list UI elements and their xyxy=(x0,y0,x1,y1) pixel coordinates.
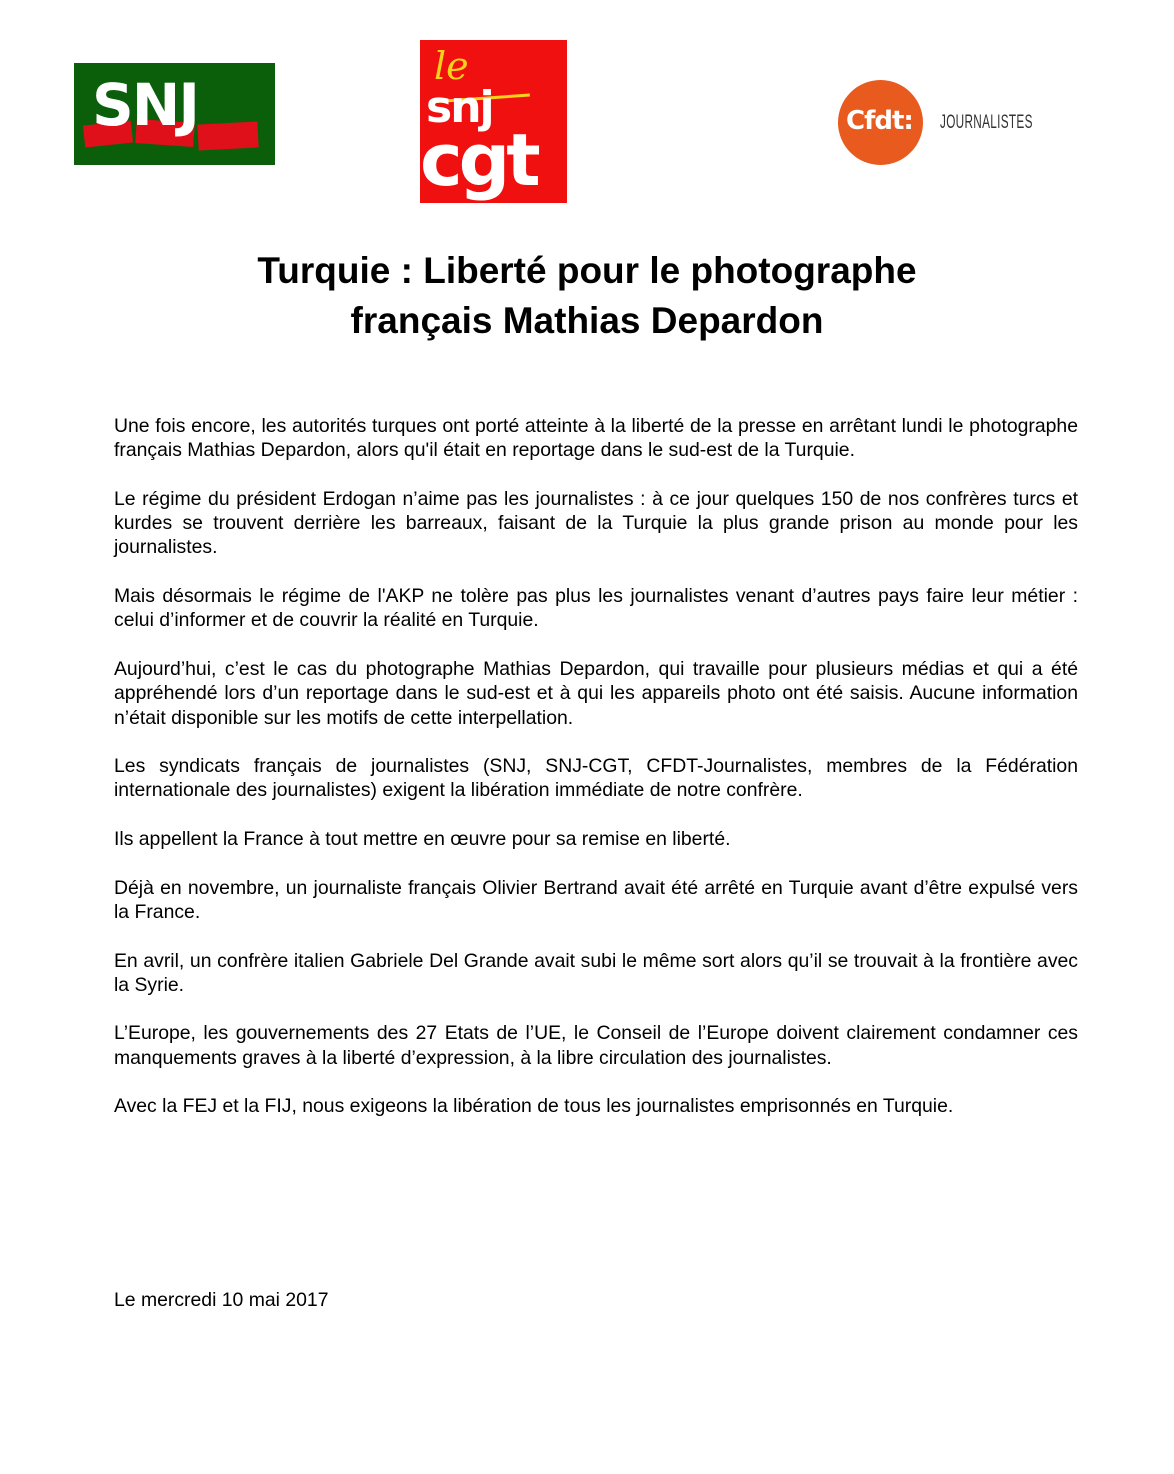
page-title xyxy=(0,246,1174,346)
article-body xyxy=(114,414,1078,1143)
paragraph: Aujourd’hui, c’est le cas du photographe Mathias Depardon, qui travaille pour plusieurs médias et qui a été appréhendé lors d’un reportage dans le sud-est et à qui les appareils photo ont été saisis. Aucune information n’était disponible sur les motifs de cette interpellation. xyxy=(114,657,1078,729)
cfdt-logo xyxy=(838,80,923,165)
paragraph: Avec la FEJ et la FIJ, nous exigeons la libération de tous les journalistes emprisonnés en Turquie. xyxy=(114,1095,954,1118)
paragraph: Déjà en novembre, un journaliste français Olivier Bertrand avait été arrêté en Turquie avant d’être expulsé vers la France. xyxy=(114,876,1078,923)
snj-cgt-logo-le: le xyxy=(434,44,469,88)
snj-logo-text: SNJ xyxy=(92,71,198,139)
snj-cgt-logo xyxy=(420,40,567,203)
snj-logo xyxy=(74,63,275,165)
paragraph: Ils appellent la France à tout mettre en œuvre pour sa remise en liberté. xyxy=(114,828,731,851)
cfdt-logo-label: JOURNALISTES xyxy=(940,112,1033,133)
paragraph: L’Europe, les gouvernements des 27 Etats de l’UE, le Conseil de l’Europe doivent clairement condamner ces manquements graves à la liberté d’expression, à la libre circulation des journalistes. xyxy=(114,1022,1078,1069)
snj-logo-red-mark xyxy=(197,121,258,150)
snj-cgt-logo-snj: snj xyxy=(426,82,493,133)
paragraph: Mais désormais le régime de l'AKP ne tolère pas plus les journalistes venant d’autres pays faire leur métier : celui d’informer et de couvrir la réalité en Turquie. xyxy=(114,585,1078,632)
paragraph: Une fois encore, les autorités turques ont porté atteinte à la liberté de la presse en arrêtant lundi le photographe français Mathias Depardon, alors qu'il était en reportage dans le sud-est de la Turquie. xyxy=(114,415,1078,462)
paragraph: Le régime du président Erdogan n’aime pas les journalistes : à ce jour quelques 150 de nos confrères turcs et kurdes se trouvent derrière les barreaux, faisant de la Turquie la plus grande prison au monde pour les journalistes. xyxy=(114,487,1078,559)
paragraph: Les syndicats français de journalistes (SNJ, SNJ-CGT, CFDT-Journalistes, membres de la Fédération internationale des journalistes) exigent la libération immédiate de notre confrère. xyxy=(114,755,1078,802)
title-line-2: français Mathias Depardon xyxy=(350,300,824,341)
cfdt-logo-mark: Cfdt: xyxy=(846,106,913,136)
title-line-1: Turquie : Liberté pour le photographe xyxy=(257,250,917,291)
paragraph: En avril, un confrère italien Gabriele Del Grande avait subi le même sort alors qu’il se trouvait à la frontière avec la Syrie. xyxy=(114,949,1078,996)
document-date: Le mercredi 10 mai 2017 xyxy=(114,1289,329,1311)
snj-cgt-logo-cgt: cgt xyxy=(420,118,537,202)
